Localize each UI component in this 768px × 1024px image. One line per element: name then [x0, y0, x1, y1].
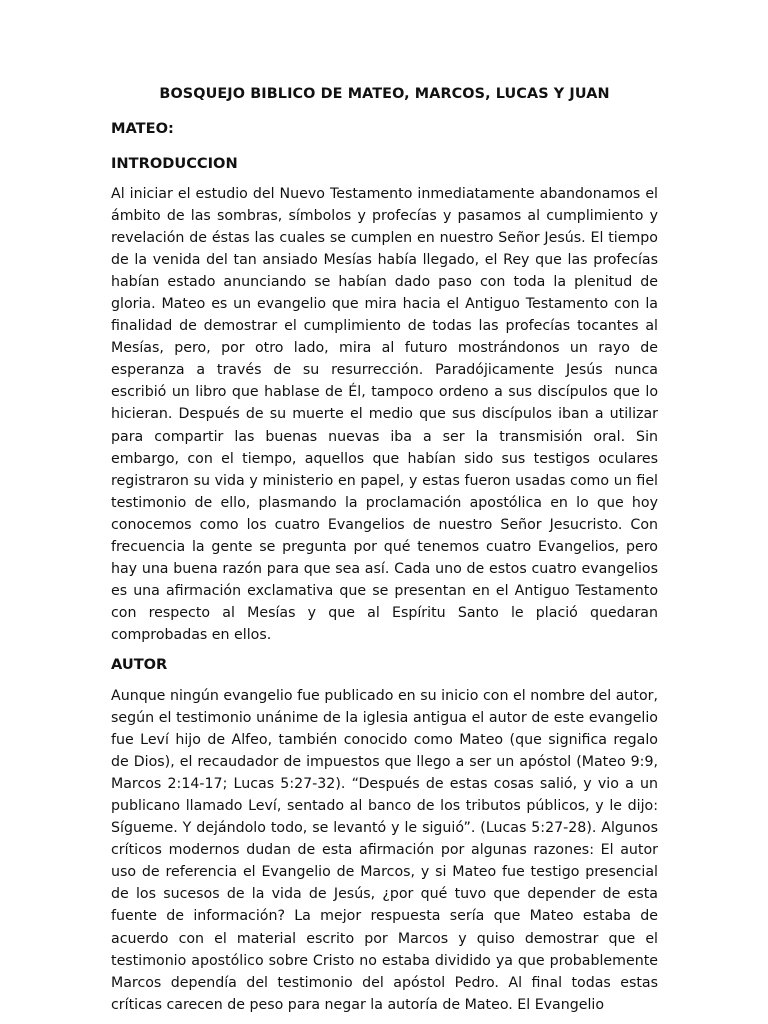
document-title: BOSQUEJO BIBLICO DE MATEO, MARCOS, LUCAS Y JUAN [159, 86, 610, 102]
introduccion-paragraph: Al iniciar el estudio del Nuevo Testamento inmediatamente abandonamos el ámbito de las sombras, símbolos y profecías y pasamos al cumplimiento y revelación de éstas las cuales se cumplen en nuestro Señor Jesús. El tiempo de la venida del tan ansiado Mesías había llegado, el Rey que las profecías habían estado anunciando se habían dado paso con toda la plenitud de gloria. Mateo es un evangelio que mira hacia el Antiguo Testamento con la finalidad de demostrar el cumplimiento de todas las profecías tocantes al Mesías, pero, por otro lado, mira al futuro mostrándonos un rayo de esperanza a través de su resurrección. Paradójicamente Jesús nunca escribió un libro que hablase de Él, tampoco ordeno a sus discípulos que lo hicieran. Después de su muerte el medio que sus discípulos iban a utilizar para compartir las buenas nuevas iba a ser la transmisión oral. Sin embargo, con el tiempo, aquellos que habían sido sus testigos oculares registraron su vida y ministerio en papel, y estas fueron usadas como un fiel testimonio de ello, plasmando la proclamación apostólica en lo que hoy conocemos como los cuatro Evangelios de nuestro Señor Jesucristo. Con frecuencia la gente se pregunta por qué tenemos cuatro Evangelios, pero hay una buena razón para que sea así. Cada uno de estos cuatro evangelios es una afirmación exclamativa que se presentan en el Antiguo Testamento con respecto al Mesías y que al Espíritu Santo le plació quedaran comprobadas en ellos. [111, 186, 658, 643]
document-page [111, 82, 658, 1012]
book-heading: MATEO: [111, 120, 174, 137]
autor-paragraph: Aunque ningún evangelio fue publicado en su inicio con el nombre del autor, según el testimonio unánime de la iglesia antigua el autor de este evangelio fue Leví hijo de Alfeo, también conocido como Mateo (que significa regalo de Dios), el recaudador de impuestos que llego a ser un apóstol (Mateo 9:9, Marcos 2:14-17; Lucas 5:27-32). “Después de estas cosas salió, y vio a un publicano llamado Leví, sentado al banco de los tributos públicos, y le dijo: Sígueme. Y dejándolo todo, se levantó y le siguió”. (Lucas 5:27-28). Algunos críticos modernos dudan de esta afirmación por algunas razones: El autor uso de referencia el Evangelio de Marcos, y si Mateo fue testigo presencial de los sucesos de la vida de Jesús, ¿por qué tuvo que depender de esta fuente de información? La mejor respuesta sería que Mateo estaba de acuerdo con el material escrito por Marcos y quiso demostrar que el testimonio apostólico sobre Cristo no estaba dividido ya que probablemente Marcos dependía del testimonio del apóstol Pedro. Al final todas estas críticas carecen de peso para negar la autoría de Mateo. El Evangelio [111, 687, 658, 1012]
section-heading-autor: AUTOR [111, 655, 168, 673]
section-heading-introduccion: INTRODUCCION [111, 155, 238, 172]
